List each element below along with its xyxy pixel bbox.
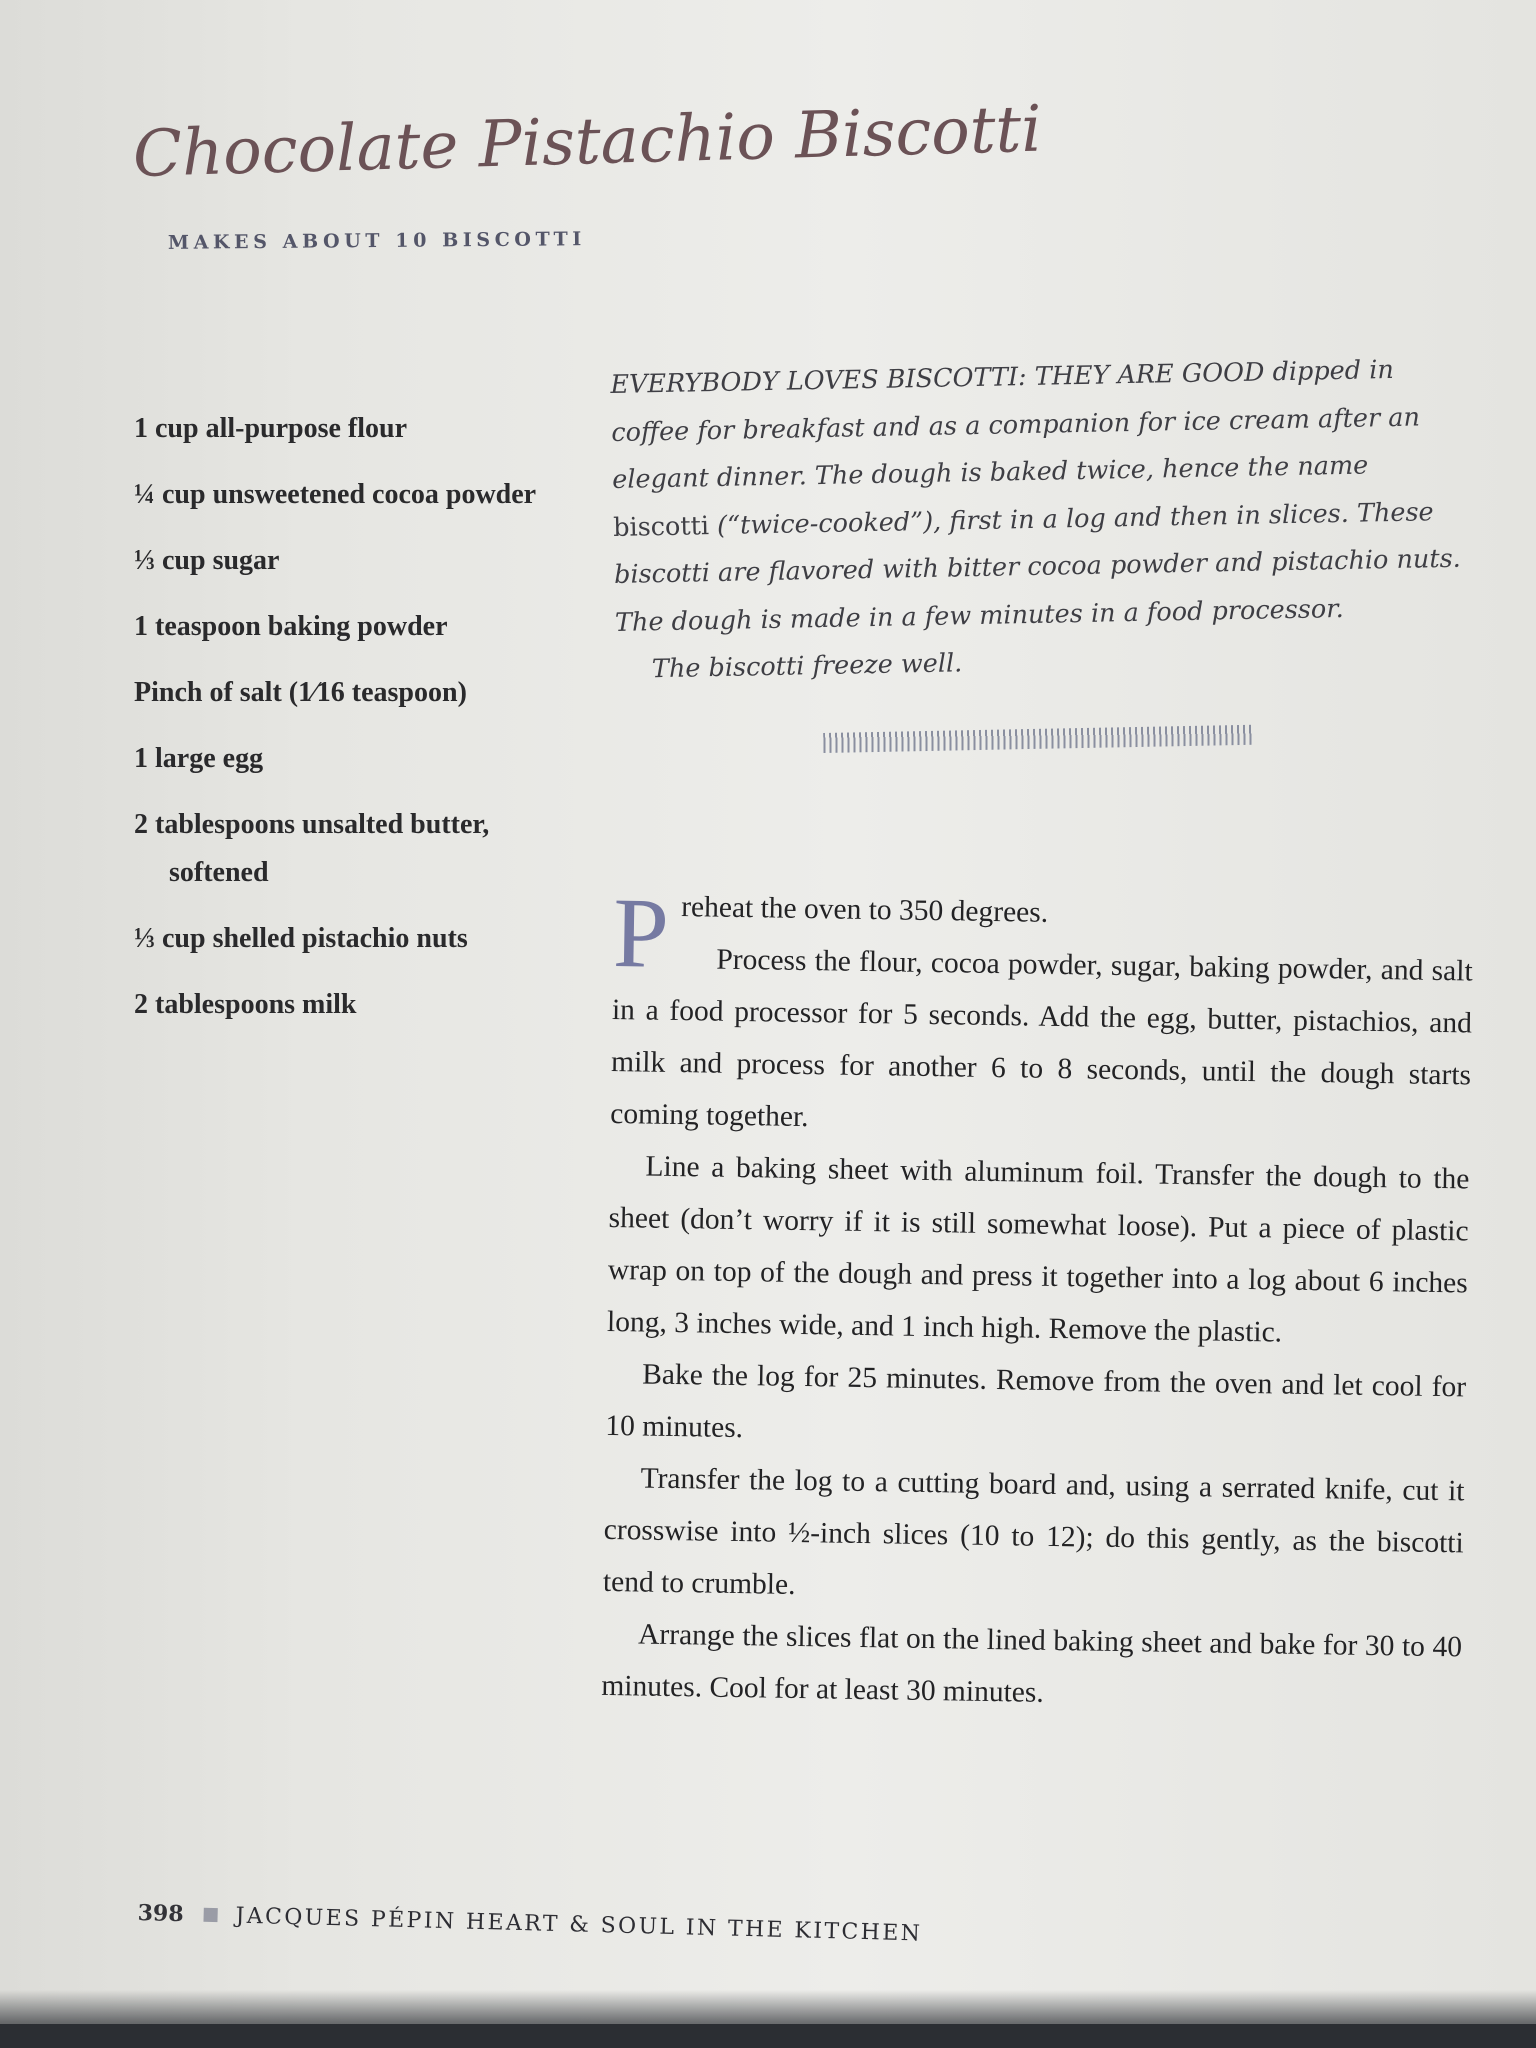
ingredient-item: 1 large egg [134, 743, 264, 774]
intro-column [610, 346, 1469, 757]
ingredient-item: 2 tablespoons unsalted butter, softened [134, 809, 490, 888]
method-step: Arrange the slices flat on the lined baking sheet and bake for 30 to 40 minutes. Cool for at least 30 minutes. [601, 1618, 1463, 1709]
ingredient-list [134, 405, 574, 1047]
dropcap-letter: P [612, 877, 670, 989]
ingredient-item: ¼ cup unsweetened cocoa powder [134, 479, 537, 510]
ingredient-item: ⅓ cup shelled pistachio nuts [134, 923, 468, 954]
page-number: 398 [137, 1900, 184, 1928]
recipe-yield: MAKES ABOUT 10 BISCOTTI [167, 228, 586, 254]
recipe-intro [610, 346, 1468, 695]
recipe-title: Chocolate Pistachio Biscotti [132, 92, 1043, 192]
ingredient-item: 1 cup all-purpose flour [134, 413, 408, 444]
book-title: JACQUES PÉPIN HEART & SOUL IN THE KITCHEN [235, 1903, 923, 1947]
ingredient-item: ⅓ cup sugar [134, 545, 280, 576]
method-first-line: reheat the oven to 350 degrees. [680, 891, 1049, 929]
ingredient-item: 1 teaspoon baking powder [134, 611, 448, 642]
intro-text-a: EVERYBODY LOVES BISCOTTI: THEY ARE GOOD dipped in coffee for breakfast and as a companion for ice cream after an elegant dinner. The dough is baked twice, hence the name [610, 354, 1421, 495]
method-step: Line a baking sheet with aluminum foil. Transfer the dough to the sheet (don’t worry if it is still somewhat loose). Put a piece of plastic wrap on top of the dough and press it together into a log about 6 inches long, 3 inches wide, and 1 inch high. Remove the plastic. [606, 1150, 1470, 1349]
intro-paragraph [610, 346, 1467, 647]
method-step: Process the flour, cocoa powder, sugar, baking powder, and salt in a food processor for 5 seconds. Add the egg, butter, pistachios, and milk and process for another 6 to 8 seconds, until the dough starts coming together. [610, 943, 1473, 1134]
ingredient-item: 2 tablespoons milk [134, 989, 357, 1020]
ingredient-item: Pinch of salt (1⁄16 teaspoon) [134, 677, 467, 708]
method-step: Bake the log for 25 minutes. Remove from the oven and let cool for 10 minutes. [605, 1358, 1467, 1445]
section-divider-icon [823, 724, 1253, 752]
intro-roman-word: biscotti [612, 510, 710, 543]
recipe-method [601, 877, 1474, 1725]
method-step: Transfer the log to a cutting board and, using a serrated knife, cut it crosswise into ½-inch slices (10 to 12); do this gently, as the biscotti tend to crumble. [602, 1462, 1465, 1601]
square-bullet-icon [203, 1908, 217, 1922]
page-footer [137, 1900, 922, 1947]
intro-note: The biscotti freeze well. [651, 648, 963, 685]
page-edge-shadow [0, 1990, 1536, 2048]
intro-text-b: (“twice-cooked”), first in a log and then in slices. These biscotti are flavored with bitter cocoa powder and pistachio nuts. The dough is made in a few minutes in a food processor. [613, 496, 1462, 638]
